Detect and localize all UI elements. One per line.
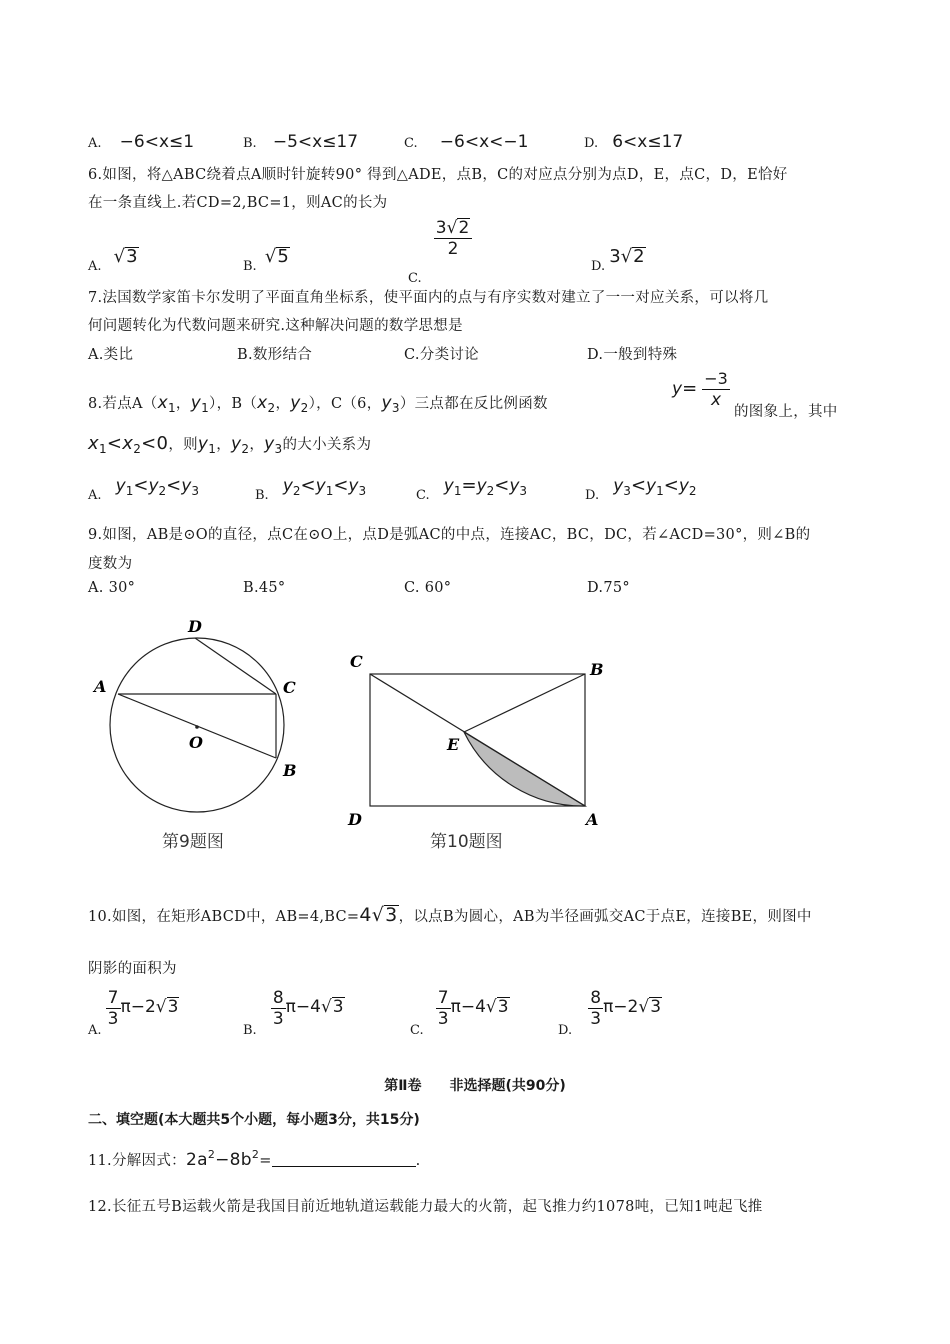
q6-stem-line1: 6.如图，将△ABC绕着点A顺时针旋转90° 得到△ADE，点B，C的对应点分别为点D，E，点C，D，E恰好 bbox=[88, 167, 788, 183]
q5-option-c: C. −6<x<−1 bbox=[404, 132, 529, 152]
fig10-line-eb bbox=[464, 674, 585, 732]
q8-option-d: D. $y_3<y_1<y_2$ bbox=[585, 475, 697, 503]
fig10-caption: 第10题图 bbox=[430, 832, 503, 852]
q10-option-c: C. $\frac{7}{3}$ π−4√3 bbox=[410, 988, 509, 1038]
q7-option-d: D.一般到特殊 bbox=[587, 347, 678, 363]
q7-stem-line2: 何问题转化为代数问题来研究.这种解决问题的数学思想是 bbox=[88, 318, 463, 334]
q9-option-d: D.75° bbox=[587, 580, 630, 596]
fig9-center-dot bbox=[195, 725, 199, 729]
fig10-label-a: A bbox=[586, 810, 599, 829]
q8-stem-line1: 8.若点$A(x_1$，$y_1$），$B(x_2$，$y_2$），C（6，$y_3$）三点都在反比例函数 bbox=[88, 393, 548, 415]
q11-answer-blank[interactable] bbox=[272, 1152, 416, 1167]
q12-stem-line1: 12.长征五号B运载火箭是我国目前近地轨道运载能力最大的火箭，起飞推力约1078吨，已知1吨起飞推 bbox=[88, 1199, 763, 1215]
section2-heading: 二、填空题(本大题共5个小题，每小题3分，共15分) bbox=[88, 1112, 420, 1128]
q7-option-b: B.数形结合 bbox=[237, 347, 313, 363]
figure-9 bbox=[88, 610, 318, 860]
fig9-label-a: A bbox=[94, 677, 107, 696]
q9-stem-line1: 9.如图，AB是⊙O的直径，点C在⊙O上，点D是弧AC的中点，连接AC，BC，DC，若∠ACD=30°，则∠B的 bbox=[88, 527, 811, 543]
q8-stem-suffix: 的图象上，其中 bbox=[734, 404, 838, 420]
fig10-label-b: B bbox=[590, 660, 604, 679]
fig9-label-b: B bbox=[283, 761, 297, 780]
q6-option-c: C. $\frac{3√2}{2}$ bbox=[408, 218, 472, 286]
q9-option-a: A. 30° bbox=[88, 580, 136, 596]
section2-title: 第Ⅱ卷 非选择题(共90分) bbox=[384, 1078, 566, 1094]
q10-stem-line1: 10.如图，在矩形ABCD中，AB=4,BC=4√3，以点B为圆心，AB为半径画弧交AC于点E，连接BE，则图中 bbox=[88, 904, 812, 926]
q8-function: y= $\frac{-3}{x}$ bbox=[672, 369, 728, 410]
q11-question: 11.分解因式：$2a^2-8b^2=$ . bbox=[88, 1148, 421, 1170]
fig10-label-e: E bbox=[447, 735, 460, 754]
q8-option-b: B. $y_2<y_1<y_3$ bbox=[255, 475, 367, 503]
q6-option-b: B. √5 bbox=[243, 246, 289, 274]
q5-option-b: B. −5<x≤17 bbox=[243, 132, 359, 152]
q10-option-b: B. $\frac{8}{3}$ π−4√3 bbox=[243, 988, 344, 1038]
q8-option-c: C. $y_1=y_2<y_3$ bbox=[416, 475, 528, 503]
q6-option-d: D. 3√2 bbox=[591, 246, 645, 274]
q9-option-b: B.45° bbox=[243, 580, 286, 596]
fig9-caption: 第9题图 bbox=[162, 832, 224, 852]
q7-stem-line1: 7.法国数学家笛卡尔发明了平面直角坐标系，使平面内的点与有序实数对建立了一一对应关系，可以将几 bbox=[88, 290, 769, 306]
figure-10 bbox=[340, 645, 620, 860]
q10-option-a: A. $\frac{7}{3}$ π−2√3 bbox=[88, 988, 179, 1038]
fig10-label-d: D bbox=[348, 810, 362, 829]
q8-stem-line2: $x_1<x_2<0$，则$y_1$，$y_2$，$y_3$的大小关系为 bbox=[88, 433, 372, 456]
fig9-label-d: D bbox=[188, 617, 202, 636]
fig9-label-o: O bbox=[189, 733, 203, 752]
q5-option-d: D. 6<x≤17 bbox=[584, 132, 684, 152]
q6-stem-line2: 在一条直线上.若CD=2,BC=1，则AC的长为 bbox=[88, 195, 388, 211]
q7-option-a: A.类比 bbox=[88, 347, 134, 363]
fig10-label-c: C bbox=[350, 652, 363, 671]
fig9-label-c: C bbox=[283, 678, 296, 697]
fig10-line-ca bbox=[370, 674, 585, 806]
q9-stem-line2: 度数为 bbox=[88, 556, 133, 572]
q10-stem-line2: 阴影的面积为 bbox=[88, 961, 177, 977]
q9-option-c: C. 60° bbox=[404, 580, 452, 596]
q7-option-c: C.分类讨论 bbox=[404, 347, 479, 363]
q6-option-a: A. √3 bbox=[88, 246, 138, 274]
q10-option-d: D. $\frac{8}{3}$ π−2√3 bbox=[558, 988, 662, 1038]
q8-option-a: A. $y_1<y_2<y_3$ bbox=[88, 475, 199, 503]
q5-option-a: A. −6<x≤1 bbox=[88, 132, 195, 152]
fig9-circle bbox=[110, 638, 284, 812]
